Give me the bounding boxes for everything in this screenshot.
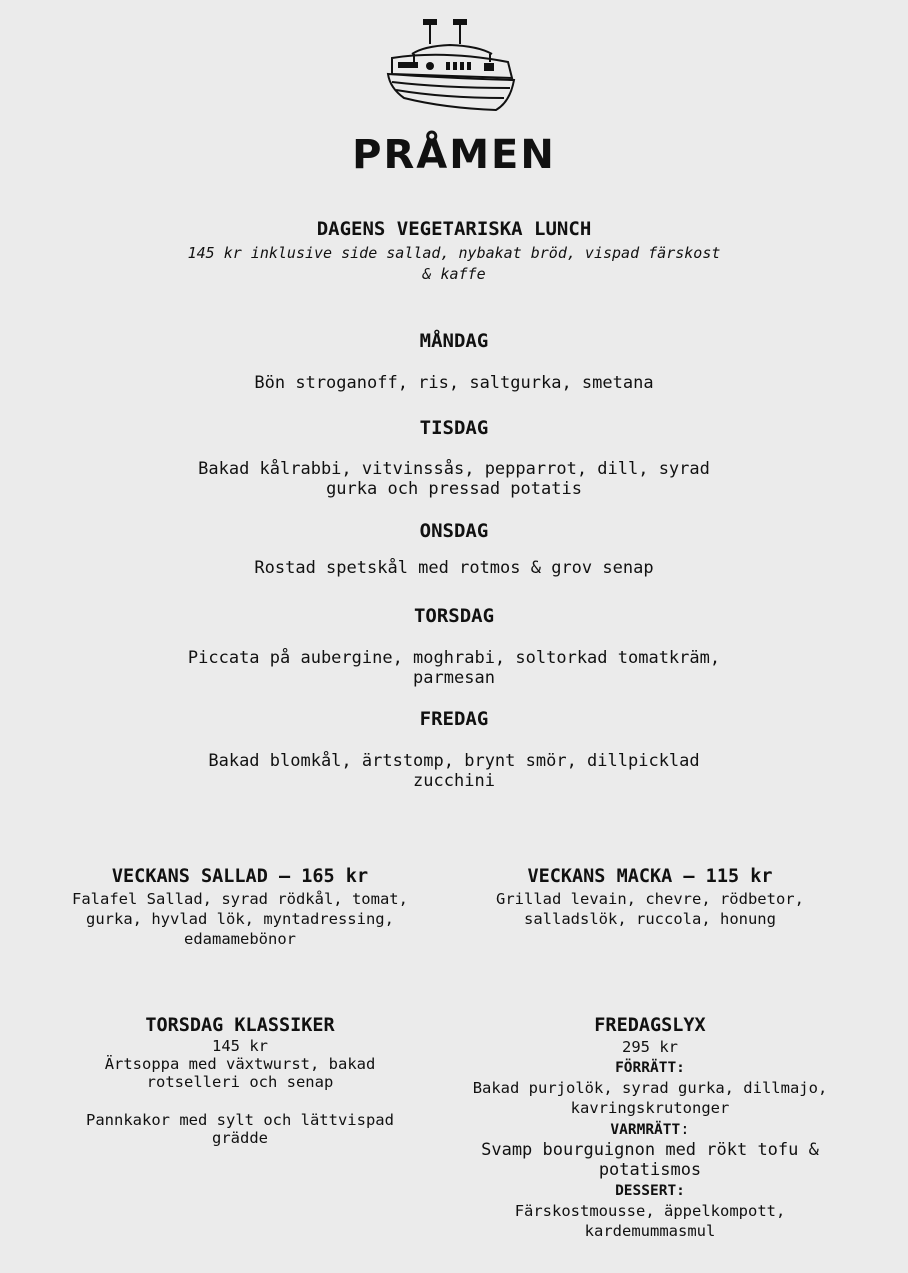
day-tuesday-dish-line-2: gurka och pressad potatis (326, 479, 582, 499)
day-friday-dish-line-2: zucchini (413, 771, 495, 791)
fredagslyx-section (450, 1015, 850, 1242)
lunch-subtitle-line-1: 145 kr inklusive side sallad, nybakat bröd, vispad färskost (187, 244, 721, 262)
varmratt-line: potatismos (598, 1160, 702, 1180)
torsdag-klassiker-dish-2: Pannkakor med sylt och lättvispad (86, 1111, 394, 1129)
macka-line: Grillad levain, chevre, rödbetor, (496, 890, 804, 908)
spacer (40, 1091, 440, 1111)
macka-line: salladslök, ruccola, honung (524, 910, 776, 928)
fredagslyx-price: 295 kr (622, 1038, 678, 1056)
fredagslyx-title: FREDAGSLYX (594, 1015, 706, 1036)
brand-title: PRÅMEN (352, 132, 556, 178)
sallad-section (30, 865, 450, 949)
sallad-line: Falafel Sallad, syrad rödkål, tomat, (72, 890, 408, 908)
torsdag-klassiker-price: 145 kr (212, 1037, 268, 1055)
varmratt-label: VARMRÄTT (610, 1121, 681, 1138)
varmratt-line: Svamp bourguignon med rökt tofu & (481, 1139, 819, 1160)
dessert-line: kardemummasmul (584, 1222, 716, 1240)
torsdag-klassiker-title: TORSDAG KLASSIKER (145, 1015, 335, 1036)
day-thursday: TORSDAG (413, 605, 495, 627)
sallad-line: edamamebönor (184, 930, 296, 948)
macka-section (450, 865, 850, 929)
day-tuesday-dish-line-1: Bakad kålrabbi, vitvinssås, pepparrot, dill, syrad (198, 459, 710, 479)
day-wednesday: ONSDAG (419, 520, 489, 542)
torsdag-klassiker-section (40, 1015, 440, 1147)
day-thursday-dish-line-1: Piccata på aubergine, moghrabi, soltorkad tomatkräm, (187, 648, 721, 668)
torsdag-klassiker-dish-1: Ärtsoppa med växtwurst, bakad (104, 1055, 376, 1073)
day-tuesday: TISDAG (419, 417, 489, 439)
forratt-line: kavringskrutonger (570, 1099, 730, 1117)
day-friday-dish-line-1: Bakad blomkål, ärtstomp, brynt smör, dillpicklad (208, 751, 700, 771)
day-friday: FREDAG (419, 708, 489, 730)
sallad-title: VECKANS SALLAD – 165 kr (111, 866, 369, 887)
lunch-subtitle-line-2: & kaffe (422, 265, 486, 283)
ferry-boat-icon (384, 18, 518, 114)
lunch-title: DAGENS VEGETARISKA LUNCH (316, 218, 592, 240)
day-monday: MÅNDAG (419, 330, 489, 352)
torsdag-klassiker-dish-1: rotselleri och senap (146, 1073, 334, 1091)
dessert-line: Färskostmousse, äppelkompott, (514, 1201, 786, 1220)
forratt-line: Bakad purjolök, syrad gurka, dillmajo, (472, 1078, 828, 1097)
day-monday-dish: Bön stroganoff, ris, saltgurka, smetana (254, 373, 654, 393)
macka-title: VECKANS MACKA – 115 kr (527, 866, 773, 887)
torsdag-klassiker-dish-2: grädde (212, 1129, 268, 1147)
sallad-line: gurka, hyvlad lök, myntadressing, (86, 910, 394, 928)
forratt-label: FÖRRÄTT: (615, 1059, 685, 1076)
varmratt-heading (450, 1119, 850, 1140)
day-thursday-dish-line-2: parmesan (413, 668, 495, 688)
varmratt-colon: : (680, 1119, 690, 1138)
dessert-label: DESSERT: (615, 1182, 685, 1199)
day-wednesday-dish: Rostad spetskål med rotmos & grov senap (254, 558, 654, 578)
